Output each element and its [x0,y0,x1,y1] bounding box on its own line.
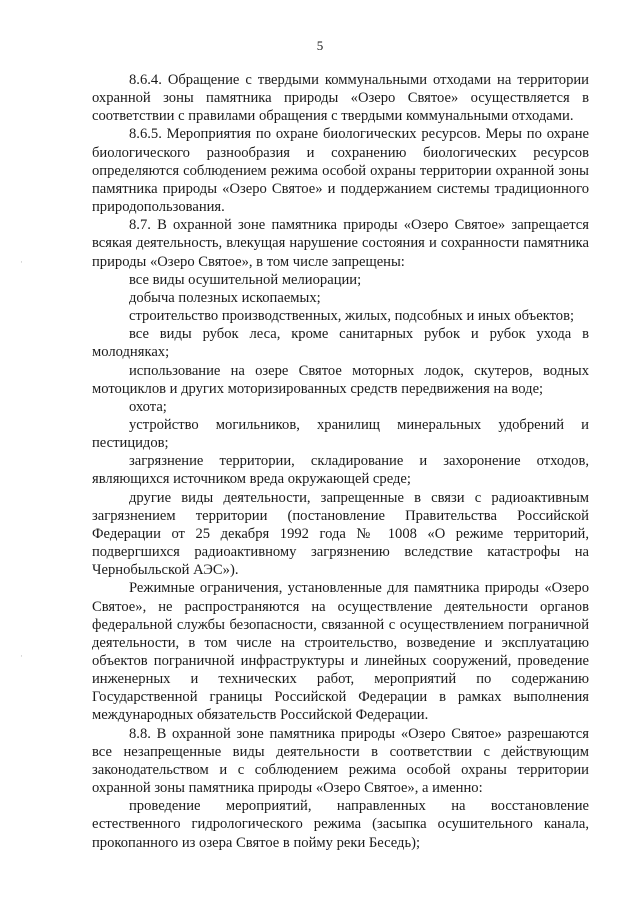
prohibition-item: использование на озере Святое моторных лодок, скутеров, водных мотоциклов и других моторизированных средств передвижения на воде; [92,362,589,397]
prohibition-item: другие виды деятельности, запрещенные в связи с радиоактивным загрязнением территории (постановление Правительства Российской Федерации от 25 декабря 1992 года № 1008 «О режиме территорий, подвергшихся радиоактивному загрязнению вследствие катастрофы на Чернобыльской АЭС»). [92,489,589,579]
clause-8-7: 8.7. В охранной зоне памятника природы «Озеро Святое» запрещается всякая деятельность, влекущая нарушение состояния и сохранности памятника природы «Озеро Святое», в том числе запрещены: [92,217,589,270]
prohibition-item: добыча полезных ископаемых; [129,289,321,306]
permitted-item: проведение мероприятий, направленных на восстановление естественного гидрологического режима (засыпка осушительного канала, прокопанного из озера Святое в пойму реки Беседь); [92,798,589,851]
prohibition-item: устройство могильников, хранилищ минеральных удобрений и пестицидов; [92,416,589,452]
page-number: 5 [316,38,324,53]
prohibition-item: строительство производственных, жилых, подсобных и иных объектов; [129,308,575,325]
prohibition-item: охота; [129,398,167,415]
clause-8-6-5: 8.6.5. Мероприятия по охране биологических ресурсов. Меры по охране биологического разнообразия и сохранению биологических ресурсов определяются соблюдением режима особой охраны территории охранной зоны памятника природы «Озеро Святое» и поддержанием системы традиционного природопользования. [92,126,589,216]
document-body [92,71,589,852]
clause-8-8: 8.8. В охранной зоне памятника природы «Озеро Святое» разрешаются все незапрещенные виды деятельности в соответствии с действующим законодательством и с соблюдением режима особой охраны территории охранной зоны памятника природы «Озеро Святое», а именно: [92,725,589,797]
clause-8-6-4: 8.6.4. Обращение с твердыми коммунальными отходами на территории охранной зоны памятника природы «Озеро Святое» осуществляется в соответствии с правилами обращения с твердыми коммунальными отходами. [92,72,589,125]
prohibition-item: загрязнение территории, складирование и захоронение отходов, являющихся источником вреда окружающей среде; [92,453,589,488]
scan-edge-mark: · [20,652,23,662]
prohibition-item: все виды рубок леса, кроме санитарных рубок и рубок ухода в молодняках; [92,326,589,361]
prohibition-item: все виды осушительной мелиорации; [129,271,362,288]
regime-exception-paragraph: Режимные ограничения, установленные для памятника природы «Озеро Святое», не распространяются на осуществление деятельности органов федеральной службы безопасности, связанной с осуществлением пограничной деятельности, в том числе на строительство, возведение и эксплуатацию объектов пограничной инфраструктуры и линейных сооружений, проведение инженерных и технических работ, мероприятий по содержанию Государственной границы Российской Федерации в рамках выполнения международных обязательств Российской Федерации. [92,580,589,724]
scan-edge-mark: · [20,258,23,268]
